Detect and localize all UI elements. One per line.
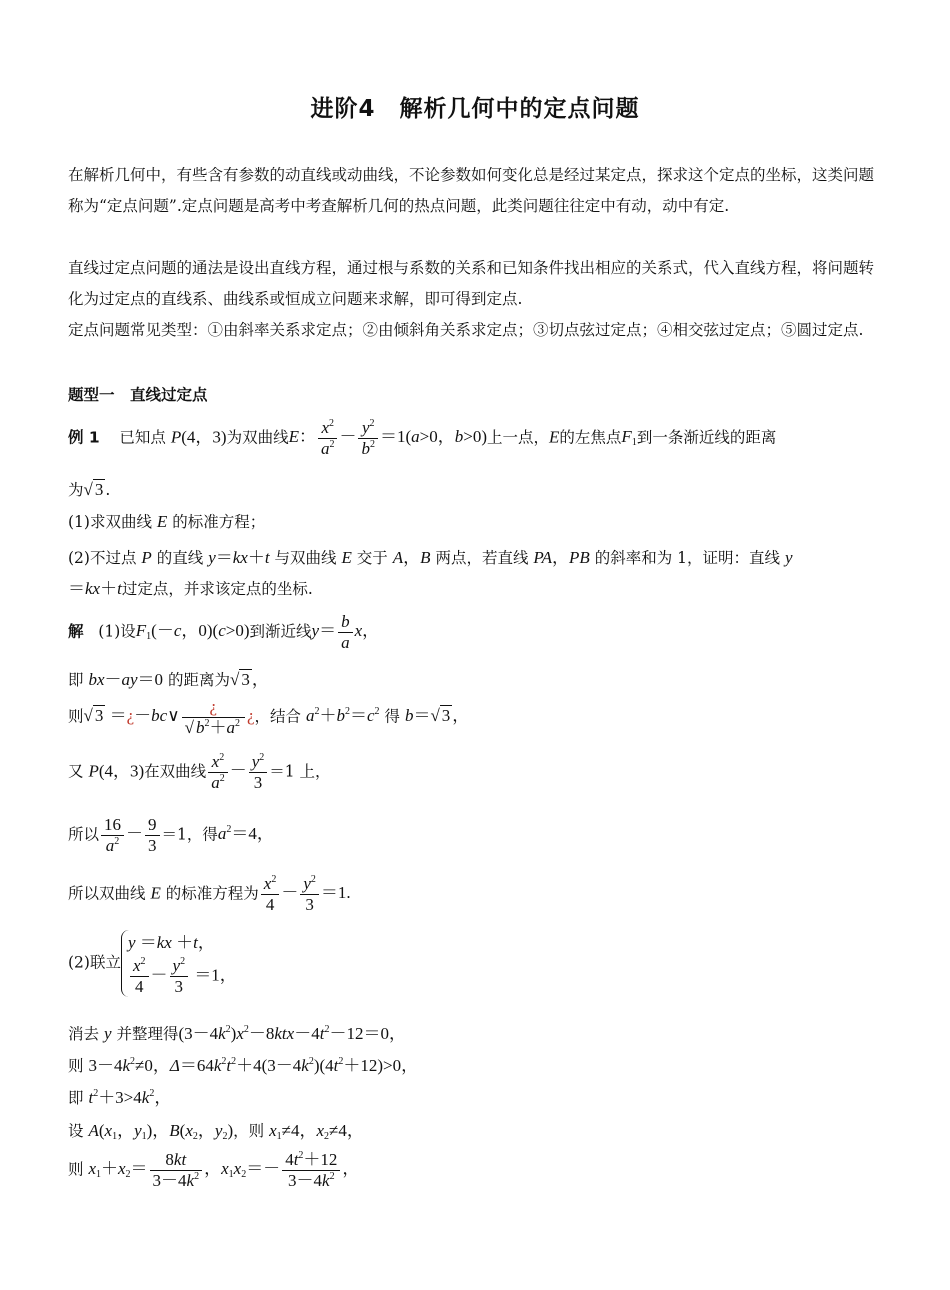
solution-text: 在双曲线 (144, 762, 207, 781)
math-expr: E (156, 512, 168, 531)
math-expr: √ 3 ＝¿－bc∨ $\frac{¿}{√ b^2+a^2}$ ¿ (83, 697, 255, 737)
example-text: 的左焦点 (559, 428, 622, 447)
solution-line-2 (68, 665, 269, 690)
math-expr: $x_1+x_2=$ $\frac{8kt}{3-4k^2}$ ，$x_1x_2=-$ $\frac{4t^2+12}{3-4k^2}$ ， (88, 1150, 360, 1190)
math-expr: bx－ay＝0 (88, 670, 164, 689)
math-expr: $\frac{16}{a^2}$ － $\frac{9}{3}$ (99, 824, 162, 843)
math-expr: √ 3 ， (230, 670, 269, 689)
solution-text: 的标准方程为 (165, 884, 259, 903)
solution-text: 所以双曲线 (68, 884, 146, 903)
example-label: 例 1 (68, 428, 100, 447)
example-text: 为 (68, 481, 84, 499)
question-text: 与双曲线 (274, 549, 337, 567)
math-expr: P(4，3) (170, 427, 227, 447)
intro-paragraph-3: 定点问题常见类型：①由斜率关系求定点；②由倾斜角关系求定点；③切点弦过定点；④相交弦过定点；⑤圆过定点. (68, 321, 864, 339)
equation-system: y ＝kx ＋t， $\frac{x^2}{4}$ － $\frac{y^2}{3}$ ＝1， (121, 930, 237, 997)
question-text: 过定点，并求该定点的坐标. (121, 580, 313, 598)
intro-paragraph-1: 在解析几何中，有些含有参数的动直线或动曲线，不论参数如何变化总是经过某定点，探求这个定点的坐标，这类问题称为“定点问题”.定点问题是高考中考查解析几何的热点问题，此类问题往往定中有动，动中有定. (68, 166, 875, 215)
solution-text: ＝1 上， (269, 762, 331, 781)
math-expr: b＝√ 3 ， (404, 706, 470, 726)
solution-line-5 (68, 815, 274, 856)
example-statement-line-1 (68, 418, 776, 459)
question-text: (2)不过点 (68, 549, 137, 567)
math-expr: y＝kx＋t (208, 548, 270, 567)
solution-text: 所以 (68, 825, 100, 844)
math-expr: √ 3 (83, 480, 104, 499)
solution-text: 则 (68, 707, 84, 726)
math-expr: $3-4k^2\ne 0$，$\Delta=64k^2t^2+4(3-4k^2)(4t^2+12)>0$， (88, 1056, 419, 1075)
solution-line-10 (68, 1083, 171, 1108)
solution-text: ＝1，得 (161, 825, 218, 844)
section-heading: 题型一 直线过定点 (68, 386, 208, 404)
math-expr: P(4，3) (88, 761, 145, 781)
solution-line-9 (68, 1051, 418, 1076)
solution-line-1 (68, 612, 379, 653)
solution-text: 到渐近线 (249, 622, 312, 641)
solution-text: 的距离为 (167, 671, 230, 689)
question-text: 两点，若直线 (435, 549, 529, 567)
question-1 (68, 510, 265, 532)
question-text: 的直线 (156, 549, 204, 567)
math-expr: $\frac{x^2}{4}$ － $\frac{y^2}{3}$ ＝1. (259, 883, 351, 902)
question-text: (1)求双曲线 (68, 513, 152, 531)
solution-line-8 (68, 1019, 406, 1044)
solution-text: ，结合 (254, 707, 302, 726)
solution-text: ，则 (233, 1122, 265, 1140)
solution-line-12 (68, 1150, 359, 1191)
math-expr: $F_1$ (621, 427, 637, 449)
solution-text: 即 (68, 1089, 84, 1107)
solution-text: 又 (68, 762, 84, 781)
question-text: 交于 (356, 549, 388, 567)
math-expr: P (141, 548, 152, 567)
math-expr: ＝kx＋t (68, 579, 122, 598)
example-text: 为双曲线 (226, 428, 289, 447)
solution-text: 即 (68, 671, 84, 689)
intro-paragraph-2: 直线过定点问题的通法是设出直线方程，通过根与系数的关系和已知条件找出相应的关系式，代入直线方程，将问题转化为过定点的直线系、曲线系或恒成立问题来求解，即可得到定点. (68, 259, 875, 308)
solution-text: 则 (68, 1057, 84, 1075)
math-expr: E (549, 427, 560, 447)
solution-line-11 (68, 1116, 364, 1141)
solution-label: 解 (68, 622, 84, 641)
solution-line-6 (68, 874, 351, 915)
question-2-line-1 (68, 543, 792, 568)
example-statement-line-2: 为√ 3 . (68, 480, 111, 499)
example-text: 上一点， (487, 428, 550, 447)
page-title: 进阶4 解析几何中的定点问题 (310, 96, 640, 122)
solution-line-7 (68, 930, 237, 997)
solution-line-4 (68, 752, 331, 793)
solution-text: 并整理得 (116, 1025, 179, 1043)
math-expr: $a^2+b^2=c^2$ (306, 706, 380, 726)
example-text: 已知点 (119, 428, 166, 447)
math-expr: $x_1\ne 4$，$x_2\ne 4$， (269, 1121, 364, 1142)
example-text: 到一条渐近线的距离 (636, 428, 777, 447)
math-expr: $(3-4k^2)x^2-8ktx-4t^2-12=0$， (178, 1024, 406, 1043)
solution-text: (2)联立 (68, 953, 121, 972)
solution-text: 设 (68, 1122, 84, 1140)
math-expr: $\frac{x^2}{a^2}$ － $\frac{y^2}{3}$ (206, 761, 269, 780)
solution-text: 则 (68, 1160, 84, 1179)
math-expr: PA，PB (533, 548, 590, 567)
math-expr: y (784, 548, 793, 567)
solution-text: 消去 (68, 1025, 100, 1043)
math-expr: E (150, 883, 161, 903)
math-expr: $a^2=4$， (217, 824, 274, 844)
solution-text: 得 (384, 707, 400, 726)
math-expr: E (341, 548, 352, 567)
math-expr: $A(x_1$，$y_1$)，$B(x_2$，$y_2$) (88, 1121, 234, 1142)
question-text: 的标准方程； (172, 513, 266, 531)
math-expr: E： $\frac{x^2}{a^2}$ － $\frac{y^2}{b^2}$ ＝1(a>0，b>0) (288, 418, 487, 458)
question-2-line-2 (68, 574, 313, 599)
math-expr: y (103, 1024, 112, 1043)
math-expr: $t^2+3>4k^2$， (88, 1088, 172, 1107)
math-expr: $F_1(-c$，0)(c>0) (135, 621, 250, 643)
solution-text: (1)设 (98, 622, 136, 641)
question-text: 的斜率和为 1，证明：直线 (594, 549, 780, 567)
math-expr: A，B (392, 548, 431, 567)
math-expr: y＝ $\frac{b}{a}$ x， (311, 612, 380, 652)
solution-line-3 (68, 697, 469, 738)
